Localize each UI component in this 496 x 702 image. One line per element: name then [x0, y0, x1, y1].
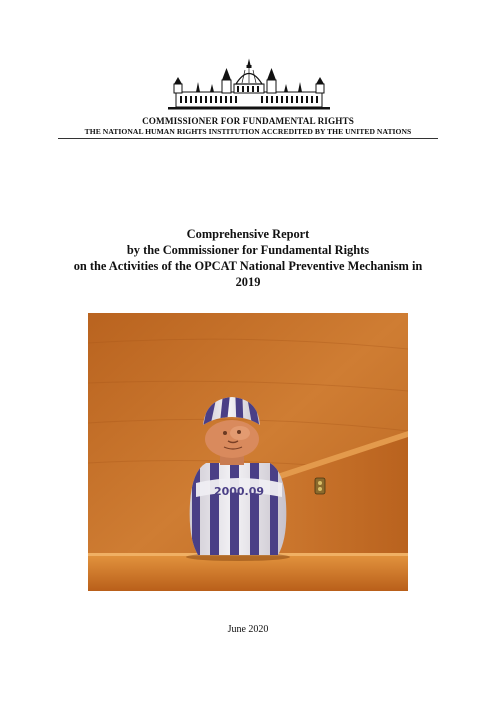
title-line: 2019 — [235, 275, 261, 289]
figurine-inscription: 2000.09 — [213, 485, 265, 498]
publication-date: June 2020 — [227, 624, 269, 635]
title-line: on the Activities of the OPCAT National Preventive Mechanism in — [73, 259, 423, 273]
header-divider — [58, 138, 438, 139]
title-line: Comprehensive Report — [186, 227, 310, 241]
organization-name: COMMISSIONER FOR FUNDAMENTAL RIGHTS — [142, 116, 354, 126]
organization-subtitle: THE NATIONAL HUMAN RIGHTS INSTITUTION ACCREDITED BY THE UNITED NATIONS — [84, 127, 412, 136]
parliament-building-icon — [166, 58, 332, 114]
report-title — [30, 226, 466, 290]
title-line: by the Commissioner for Fundamental Rights — [126, 243, 370, 257]
cover-photo — [88, 313, 408, 591]
